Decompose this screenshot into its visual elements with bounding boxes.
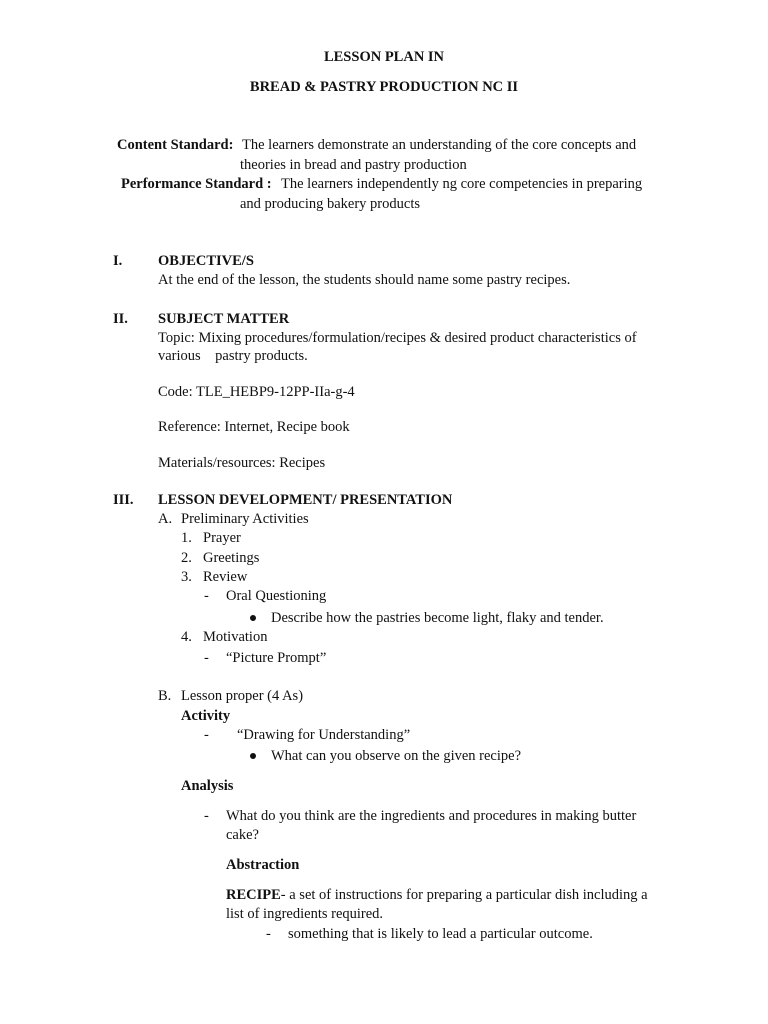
activity-heading: Activity <box>181 708 231 724</box>
recipe-definition-line-1 <box>226 886 648 904</box>
bullet-dot <box>250 609 256 627</box>
title-line-1: LESSON PLAN IN <box>323 49 445 65</box>
analysis-dash: - <box>204 808 209 824</box>
item-number: 1. <box>181 530 192 546</box>
content-standard-text-1: The learners demonstrate an understanding of the core concepts and <box>242 137 637 153</box>
bullet-dot <box>250 747 256 765</box>
subject-matter-numeral: II. <box>113 311 128 327</box>
item-label-prayer: Prayer <box>203 530 241 546</box>
motivation-dash: - <box>204 650 209 666</box>
item-number: 4. <box>181 629 192 645</box>
subject-matter-heading: SUBJECT MATTER <box>158 311 290 327</box>
code-text: Code: TLE_HEBP9-12PP-IIa-g-4 <box>158 384 355 400</box>
title-line-2: BREAD & PASTRY PRODUCTION NC II <box>249 79 519 95</box>
performance-standard-text-1: The learners independently ng core competencies in preparing <box>281 176 643 192</box>
recipe-dash: - <box>266 926 271 942</box>
recipe-definition-text: - a set of instructions for preparing a particular dish including a <box>280 887 648 903</box>
motivation-sub-item: “Picture Prompt” <box>226 650 327 666</box>
analysis-text-2: cake? <box>226 827 259 843</box>
item-number: 3. <box>181 569 192 585</box>
analysis-heading: Analysis <box>181 778 234 794</box>
content-standard-label: Content Standard: <box>117 137 234 153</box>
abstraction-heading: Abstraction <box>226 857 300 873</box>
section-b-label: Lesson proper (4 As) <box>181 688 304 704</box>
lesson-development-heading: LESSON DEVELOPMENT/ PRESENTATION <box>158 492 453 508</box>
recipe-sub-item: something that is likely to lead a particular outcome. <box>288 926 593 942</box>
item-number: 2. <box>181 550 192 566</box>
lesson-development-numeral: III. <box>113 492 134 508</box>
activity-dash: - <box>204 727 209 743</box>
item-label-greetings: Greetings <box>203 550 260 566</box>
reference-text: Reference: Internet, Recipe book <box>158 419 350 435</box>
review-dash: - <box>204 588 209 604</box>
review-bullet-text: Describe how the pastries become light, flaky and tender. <box>271 610 604 626</box>
section-a-marker: A. <box>158 511 173 527</box>
objective-numeral: I. <box>113 253 123 269</box>
topic-text-2: various pastry products. <box>158 348 308 364</box>
performance-standard-text-2: and producing bakery products <box>240 196 420 212</box>
review-sub-item: Oral Questioning <box>226 588 327 604</box>
objective-text: At the end of the lesson, the students should name some pastry recipes. <box>158 272 571 288</box>
materials-text: Materials/resources: Recipes <box>158 455 326 471</box>
item-label-motivation: Motivation <box>203 629 268 645</box>
section-b-marker: B. <box>158 688 172 704</box>
recipe-term: RECIPE <box>226 887 281 903</box>
objective-heading: OBJECTIVE/S <box>158 253 254 269</box>
topic-text-1: Topic: Mixing procedures/formulation/recipes & desired product characteristics of <box>158 330 637 346</box>
recipe-definition-line-2: list of ingredients required. <box>226 906 384 922</box>
performance-standard-label: Performance Standard : <box>121 176 272 192</box>
item-label-review: Review <box>203 569 248 585</box>
analysis-text-1: What do you think are the ingredients and procedures in making butter <box>226 808 637 824</box>
activity-sub-item: “Drawing for Understanding” <box>237 727 411 743</box>
section-a-label: Preliminary Activities <box>181 511 309 527</box>
content-standard-text-2: theories in bread and pastry production <box>240 157 467 173</box>
activity-bullet-text: What can you observe on the given recipe? <box>271 748 522 764</box>
